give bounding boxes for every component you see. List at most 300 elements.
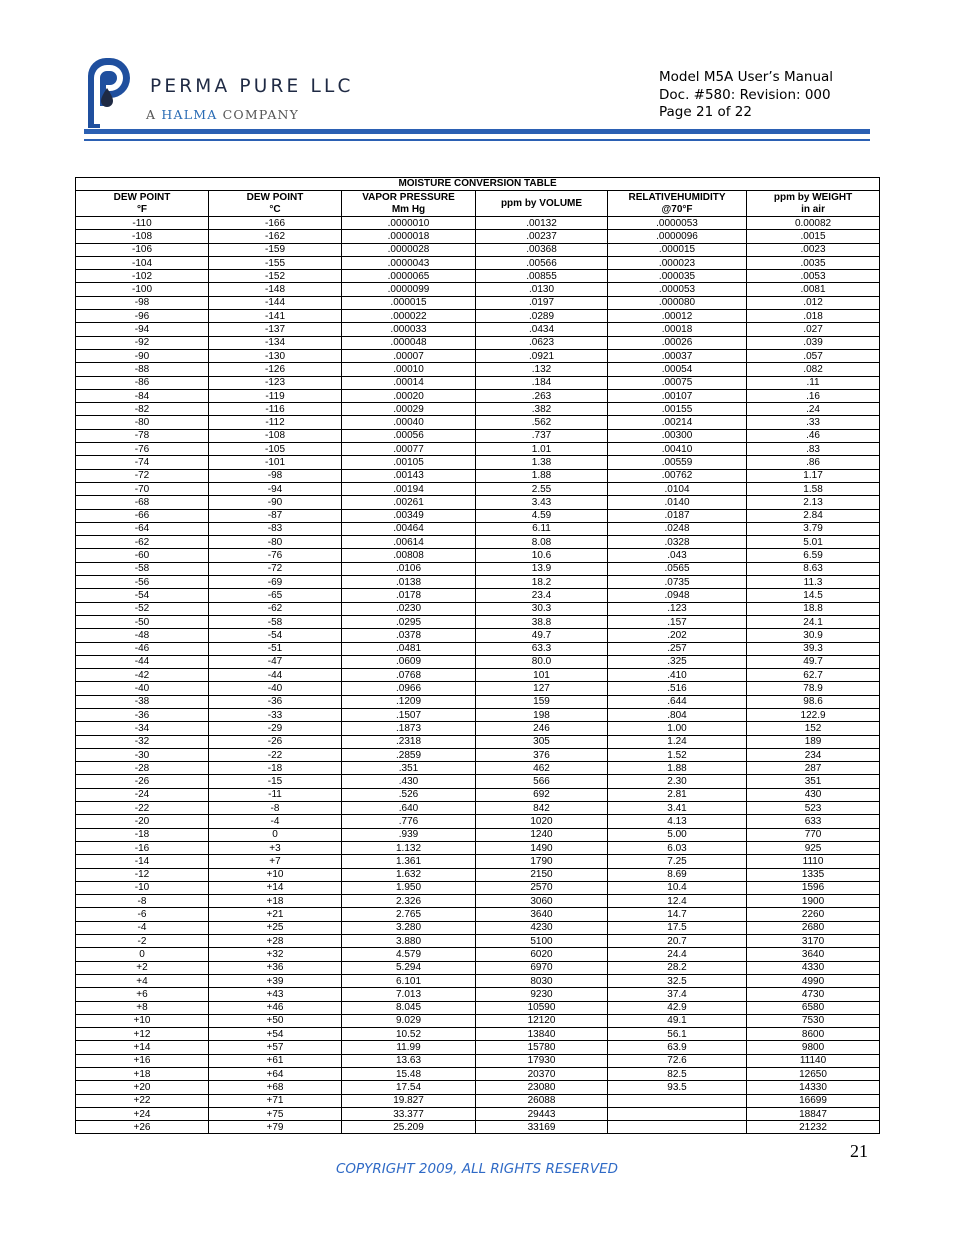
table-cell [608,1094,747,1107]
table-cell: -94 [209,482,342,495]
table-cell: 101 [476,669,608,682]
table-cell: .0768 [342,669,476,682]
copyright-notice: COPYRIGHT 2009, ALL RIGHTS RESERVED [335,1161,619,1177]
table-cell: 2.55 [476,482,608,495]
table-cell: 11.3 [747,576,880,589]
table-cell: 80.0 [476,655,608,668]
column-header-line1: DEW POINT [246,191,304,203]
table-cell: .027 [747,323,880,336]
table-cell: .325 [608,655,747,668]
table-cell: 4330 [747,961,880,974]
table-cell: 246 [476,722,608,735]
table-cell: 523 [747,802,880,815]
table-cell: -65 [209,589,342,602]
table-row [76,828,880,841]
table-cell: -152 [209,270,342,283]
table-cell: .039 [747,336,880,349]
table-cell: +2 [76,961,209,974]
table-cell: 462 [476,762,608,775]
table-cell: 2570 [476,881,608,894]
table-cell: +21 [209,908,342,921]
table-cell: 1335 [747,868,880,881]
table-cell: 1900 [747,895,880,908]
table-cell: -22 [76,802,209,815]
table-cell: 1.132 [342,841,476,854]
table-cell: 5100 [476,935,608,948]
table-cell: 30.9 [747,629,880,642]
table-cell: .000022 [342,310,476,323]
table-cell: 5.00 [608,828,747,841]
table-cell: -90 [76,349,209,362]
table-cell: 925 [747,841,880,854]
table-cell: 15780 [476,1041,608,1054]
table-cell: 376 [476,748,608,761]
table-cell: +32 [209,948,342,961]
table-cell: -69 [209,576,342,589]
table-cell: +8 [76,1001,209,1014]
table-cell: -141 [209,310,342,323]
table-row [76,482,880,495]
table-row [76,296,880,309]
table-cell: 8030 [476,974,608,987]
table-cell: 29443 [476,1107,608,1120]
table-cell: .184 [476,376,608,389]
table-cell: -11 [209,788,342,801]
table-cell: -80 [76,416,209,429]
table-cell: 1.00 [608,722,747,735]
table-cell: .516 [608,682,747,695]
table-cell: 2.81 [608,788,747,801]
table-row [76,230,880,243]
table-cell: -130 [209,349,342,362]
table-cell: .132 [476,363,608,376]
doc-page-of: Page 21 of 22 [659,104,752,120]
table-cell: .640 [342,802,476,815]
table-cell: -62 [76,536,209,549]
table-cell: 1.88 [608,762,747,775]
table-cell: .00559 [608,456,747,469]
table-cell: +14 [209,881,342,894]
table-cell: -74 [76,456,209,469]
table-row [76,403,880,416]
table-row [76,682,880,695]
table-cell: -24 [76,788,209,801]
table-cell: -26 [76,775,209,788]
table-cell: 24.4 [608,948,747,961]
table-cell: +12 [76,1028,209,1041]
table-cell: 3.880 [342,935,476,948]
table-cell: 18.8 [747,602,880,615]
table-cell: .0966 [342,682,476,695]
table-row [76,841,880,854]
table-cell: .000033 [342,323,476,336]
table-cell: 4.59 [476,509,608,522]
table-cell: +64 [209,1068,342,1081]
table-cell: -54 [76,589,209,602]
table-cell [608,1107,747,1120]
table-cell: 234 [747,748,880,761]
table-cell: +16 [76,1054,209,1067]
table-cell: 8.08 [476,536,608,549]
column-header-line1: VAPOR PRESSURE [362,191,455,203]
table-cell: -12 [76,868,209,881]
page-number: 21 [850,1141,868,1161]
table-cell: .0023 [747,243,880,256]
table-cell: 10.6 [476,549,608,562]
table-cell: .644 [608,695,747,708]
table-cell: +75 [209,1107,342,1120]
table-cell: -137 [209,323,342,336]
table-cell: 1240 [476,828,608,841]
table-cell: 1.17 [747,469,880,482]
table-row [76,602,880,615]
doc-number: Doc. #580: Revision: 000 [659,86,831,103]
table-cell: +28 [209,935,342,948]
table-cell: .00107 [608,389,747,402]
table-cell: .410 [608,669,747,682]
table-cell: +50 [209,1014,342,1027]
table-cell: .00349 [342,509,476,522]
table-row [76,655,880,668]
table-row [76,1121,880,1134]
table-cell: -16 [76,841,209,854]
table-cell: 159 [476,695,608,708]
table-row [76,217,880,230]
table-cell: 3.280 [342,921,476,934]
table-row [76,349,880,362]
table-cell: 430 [747,788,880,801]
table-cell: 0.00082 [747,217,880,230]
table-header-row [76,191,880,217]
table-cell: 13.9 [476,562,608,575]
table-row [76,389,880,402]
table-cell: .0921 [476,349,608,362]
table-cell: 770 [747,828,880,841]
table-cell: 93.5 [608,1081,747,1094]
table-cell: 3.79 [747,522,880,535]
table-cell: -40 [76,682,209,695]
table-cell: +57 [209,1041,342,1054]
column-header [76,191,209,217]
table-cell: 3.41 [608,802,747,815]
table-row [76,788,880,801]
table-row [76,549,880,562]
document-info [659,69,833,122]
table-cell: .16 [747,389,880,402]
table-cell: .0565 [608,562,747,575]
table-cell: 1.361 [342,855,476,868]
table-cell: .24 [747,403,880,416]
table-row [76,815,880,828]
table-cell: .00237 [476,230,608,243]
table-cell: -98 [209,469,342,482]
table-cell: .0948 [608,589,747,602]
table-row [76,336,880,349]
table-cell: -38 [76,695,209,708]
table-cell: 6.101 [342,974,476,987]
table-cell: 305 [476,735,608,748]
table-cell: -108 [209,429,342,442]
table-cell: .86 [747,456,880,469]
table-cell: .00855 [476,270,608,283]
table-cell: 9800 [747,1041,880,1054]
table-cell: .00132 [476,217,608,230]
table-cell: .000015 [608,243,747,256]
table-cell: -54 [209,629,342,642]
table-cell: -82 [76,403,209,416]
column-header [476,191,608,217]
table-cell: -44 [209,669,342,682]
table-cell: +7 [209,855,342,868]
table-cell: .430 [342,775,476,788]
table-cell: 3.43 [476,496,608,509]
table-cell: 21232 [747,1121,880,1134]
table-cell: 19.827 [342,1094,476,1107]
table-cell: 1110 [747,855,880,868]
table-cell: -108 [76,230,209,243]
table-cell: +6 [76,988,209,1001]
table-cell: 1.52 [608,748,747,761]
table-cell: 14.5 [747,589,880,602]
table-cell: -102 [76,270,209,283]
table-cell: -32 [76,735,209,748]
table-cell: .0000096 [608,230,747,243]
table-cell: 11.99 [342,1041,476,1054]
table-cell: +20 [76,1081,209,1094]
table-cell: -116 [209,403,342,416]
table-cell: .0609 [342,655,476,668]
table-cell: .00040 [342,416,476,429]
company-sub-suffix: COMPANY [217,107,300,122]
table-cell: .00566 [476,256,608,269]
table-cell: .33 [747,416,880,429]
table-cell: +68 [209,1081,342,1094]
header-rule-thin [84,139,870,141]
table-row [76,855,880,868]
table-cell: 12.4 [608,895,747,908]
table-cell: +46 [209,1001,342,1014]
table-cell: +18 [209,895,342,908]
table-cell: .00155 [608,403,747,416]
table-row [76,589,880,602]
table-cell: 17.54 [342,1081,476,1094]
table-cell: 189 [747,735,880,748]
table-row [76,469,880,482]
table-cell: .0081 [747,283,880,296]
table-cell: .0295 [342,615,476,628]
header-rule-thick [84,129,870,134]
column-header-line1: ppm by VOLUME [500,197,583,209]
table-cell: 49.1 [608,1014,747,1027]
table-cell: 39.3 [747,642,880,655]
table-cell: 152 [747,722,880,735]
table-cell: 33.377 [342,1107,476,1120]
table-row [76,310,880,323]
table-cell: 14330 [747,1081,880,1094]
table-row [76,429,880,442]
table-cell: 63.3 [476,642,608,655]
table-cell: .351 [342,762,476,775]
column-header-line2: Mm Hg [391,203,426,215]
table-cell: .00143 [342,469,476,482]
table-cell: .0000010 [342,217,476,230]
table-row [76,642,880,655]
table-cell: -14 [76,855,209,868]
table-row [76,283,880,296]
table-cell: .00105 [342,456,476,469]
table-cell: 18847 [747,1107,880,1120]
table-cell: 566 [476,775,608,788]
table-cell: .00037 [608,349,747,362]
table-cell: .012 [747,296,880,309]
table-cell: 3640 [476,908,608,921]
table-cell: .0187 [608,509,747,522]
table-cell: .0138 [342,576,476,589]
table-cell: .0178 [342,589,476,602]
table-cell: 1.88 [476,469,608,482]
table-cell: -162 [209,230,342,243]
table-cell: 1.58 [747,482,880,495]
table-row [76,270,880,283]
table-cell: -98 [76,296,209,309]
table-cell: +4 [76,974,209,987]
table-cell: -30 [76,748,209,761]
table-cell: 6020 [476,948,608,961]
table-cell: .939 [342,828,476,841]
table-cell: 1.24 [608,735,747,748]
perma-pure-logo [84,56,132,130]
table-cell: -92 [76,336,209,349]
table-cell: 7.25 [608,855,747,868]
table-cell: 17.5 [608,921,747,934]
table-cell: 17930 [476,1054,608,1067]
table-cell: .0035 [747,256,880,269]
table-cell: -64 [76,522,209,535]
table-cell: +25 [209,921,342,934]
table-cell: 6580 [747,1001,880,1014]
table-cell: 842 [476,802,608,815]
table-cell: .123 [608,602,747,615]
table-row [76,1081,880,1094]
table-cell: 62.7 [747,669,880,682]
table-cell: 82.5 [608,1068,747,1081]
table-cell: -88 [76,363,209,376]
table-cell: .737 [476,429,608,442]
table-cell: 33169 [476,1121,608,1134]
table-cell: 98.6 [747,695,880,708]
table-cell: .11 [747,376,880,389]
table-cell: +61 [209,1054,342,1067]
table-cell: +39 [209,974,342,987]
table-cell: .00300 [608,429,747,442]
table-row [76,522,880,535]
table-cell: .0000053 [608,217,747,230]
table-cell: 8600 [747,1028,880,1041]
table-cell: 32.5 [608,974,747,987]
table-row [76,363,880,376]
table-cell: -78 [76,429,209,442]
table-cell: -105 [209,443,342,456]
table-cell: .00614 [342,536,476,549]
table-cell: .776 [342,815,476,828]
table-row [76,908,880,921]
table-cell: .263 [476,389,608,402]
table-cell: 9.029 [342,1014,476,1027]
table-cell: -8 [76,895,209,908]
table-cell: 122.9 [747,708,880,721]
table-row [76,775,880,788]
table-cell: .0104 [608,482,747,495]
table-cell: .202 [608,629,747,642]
table-cell: -44 [76,655,209,668]
table-cell: 23.4 [476,589,608,602]
table-cell: .000023 [608,256,747,269]
table-cell: 4.13 [608,815,747,828]
table-cell: .83 [747,443,880,456]
table-cell: 5.01 [747,536,880,549]
table-cell: .0735 [608,576,747,589]
table-cell: 2.326 [342,895,476,908]
table-cell: 6.03 [608,841,747,854]
table-cell: .00020 [342,389,476,402]
table-cell: +24 [76,1107,209,1120]
table-cell: 2260 [747,908,880,921]
table-cell: .0248 [608,522,747,535]
table-cell: -166 [209,217,342,230]
table-row [76,1028,880,1041]
table-cell: 4.579 [342,948,476,961]
column-header-line2: @70°F [661,203,693,215]
table-cell: -58 [209,615,342,628]
table-cell: 30.3 [476,602,608,615]
table-cell: .00077 [342,443,476,456]
table-cell: .00214 [608,416,747,429]
table-title: MOISTURE CONVERSION TABLE [76,178,880,191]
column-header [747,191,880,217]
table-cell: -22 [209,748,342,761]
table-row [76,443,880,456]
table-cell: -36 [76,708,209,721]
table-cell: 8.045 [342,1001,476,1014]
table-cell: 10590 [476,1001,608,1014]
table-cell: .00410 [608,443,747,456]
table-cell: -4 [209,815,342,828]
table-row [76,708,880,721]
table-cell: -58 [76,562,209,575]
company-sub-prefix: A [146,107,162,122]
table-cell: .157 [608,615,747,628]
table-cell: 7530 [747,1014,880,1027]
table-row [76,562,880,575]
table-row [76,748,880,761]
table-row [76,895,880,908]
table-cell: .0623 [476,336,608,349]
table-cell: 0 [209,828,342,841]
table-cell: .0140 [608,496,747,509]
table-cell: 9230 [476,988,608,1001]
table-cell: .00014 [342,376,476,389]
table-cell: 6.59 [747,549,880,562]
table-row [76,376,880,389]
table-row [76,974,880,987]
table-cell: -8 [209,802,342,815]
table-cell: .0000065 [342,270,476,283]
table-cell: -112 [209,416,342,429]
table-cell: -106 [76,243,209,256]
table-cell: .00056 [342,429,476,442]
table-cell: 7.013 [342,988,476,1001]
table-cell: 4990 [747,974,880,987]
